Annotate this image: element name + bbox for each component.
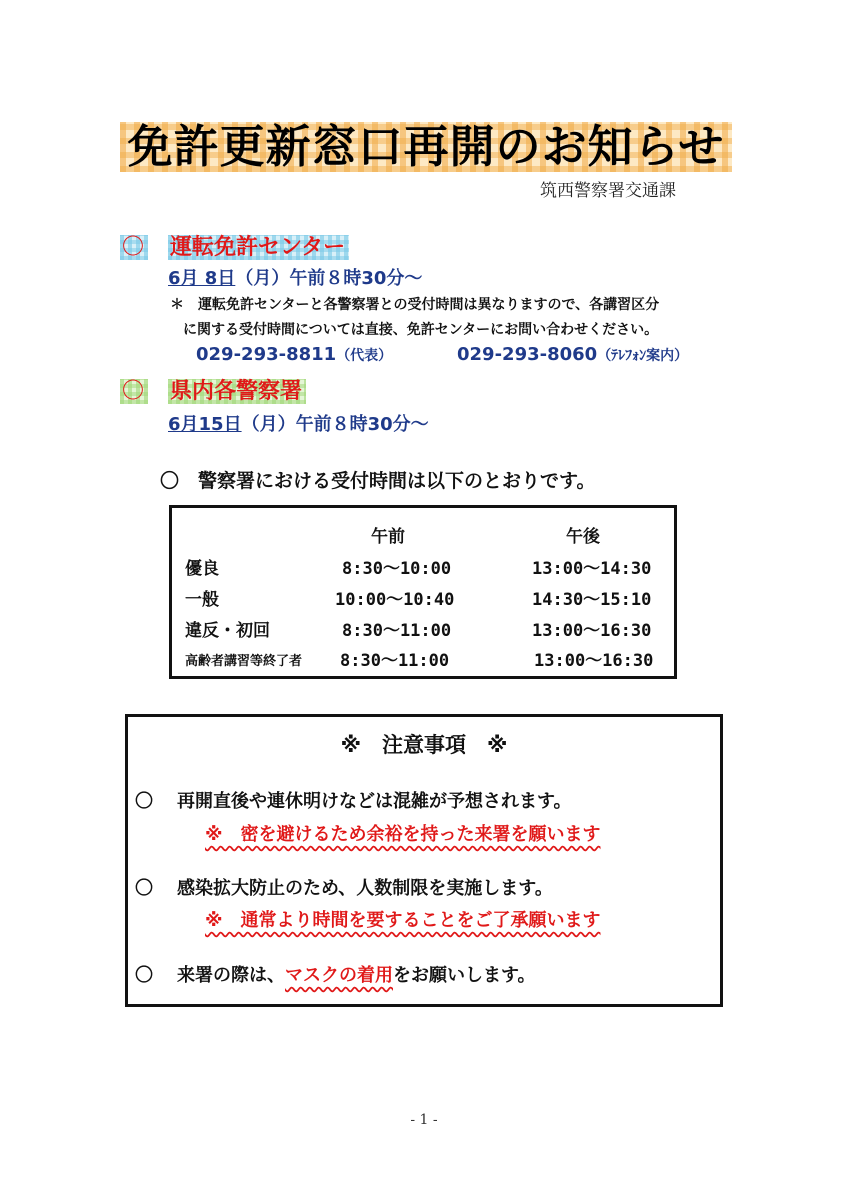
notice-item-sub: ※ 通常より時間を要することをご了承願います [205, 910, 601, 931]
phone-main [196, 344, 392, 365]
section-heading-text: 県内各警察署 [168, 379, 306, 404]
date-underlined: 6月 8日 [168, 268, 236, 289]
row-label: 優良 [185, 559, 219, 579]
circle-bullet-icon: 〇 [120, 235, 148, 260]
section-police-stations-heading [120, 374, 306, 405]
row-am: 8:30～10:00 [342, 559, 452, 579]
phone-number: 029-293-8060 [457, 344, 598, 365]
circle-bullet-icon: 〇 [135, 965, 153, 986]
row-pm: 13:00～14:30 [532, 559, 652, 579]
page-title [120, 118, 732, 176]
circle-bullet-icon: 〇 [135, 791, 153, 812]
mask-text-after: をお願いします。 [393, 965, 536, 986]
phone-label: （ﾃﾚﾌｫﾝ案内） [597, 348, 689, 364]
phone-telephone-guide [457, 344, 688, 365]
row-am: 8:30～11:00 [342, 621, 452, 641]
note-line-1: ＊ 運転免許センターと各警察署との受付時間は異なりますので、各講習区分 [170, 297, 660, 313]
notice-item-sub: ※ 密を避けるため余裕を持った来署を願います [205, 824, 601, 845]
row-pm: 13:00～16:30 [534, 651, 654, 671]
date-rest: （月）午前８時30分～ [241, 414, 429, 435]
row-pm: 13:00～16:30 [532, 621, 652, 641]
license-center-date [168, 264, 422, 290]
notice-heading: ※ 注意事項 ※ [340, 733, 508, 757]
row-label: 一般 [185, 590, 219, 610]
phone-number: 029-293-8811 [196, 344, 337, 365]
reception-hours-table [169, 505, 677, 679]
police-stations-date [168, 410, 429, 436]
row-label: 高齢者講習等終了者 [185, 654, 303, 669]
column-header-pm: 午後 [566, 527, 600, 547]
circle-bullet-icon: 〇 [135, 878, 153, 899]
department-name: 筑西警察署交通課 [540, 181, 676, 201]
note-line-2: に関する受付時間については直接、免許センターにお問い合わせください。 [183, 322, 659, 338]
mask-emphasis: マスクの着用 [285, 965, 393, 986]
notice-item-text: 再開直後や連休明けなどは混雑が予想されます。 [177, 791, 572, 812]
phone-label: （代表） [336, 348, 393, 364]
mask-text-before: 来署の際は、 [177, 965, 285, 986]
row-pm: 14:30～15:10 [532, 590, 652, 610]
section-license-center-heading [120, 230, 349, 261]
reception-hours-lead: 〇 警察署における受付時間は以下のとおりです。 [160, 470, 596, 492]
notice-item-mask [177, 961, 536, 987]
circle-bullet-icon: 〇 [120, 379, 148, 404]
title-text: 免許更新窓口再開のお知らせ [127, 120, 725, 173]
date-rest: （月）午前８時30分～ [235, 268, 423, 289]
date-underlined: 6月15日 [168, 414, 242, 435]
notice-item-text: 感染拡大防止のため、人数制限を実施します。 [177, 878, 553, 899]
row-am: 10:00～10:40 [335, 590, 455, 610]
page-number: - 1 - [410, 1112, 438, 1128]
section-heading-text: 運転免許センター [168, 235, 349, 260]
notice-box [125, 714, 723, 1007]
row-label: 違反・初回 [185, 621, 270, 641]
row-am: 8:30～11:00 [340, 651, 450, 671]
column-header-am: 午前 [371, 527, 405, 547]
